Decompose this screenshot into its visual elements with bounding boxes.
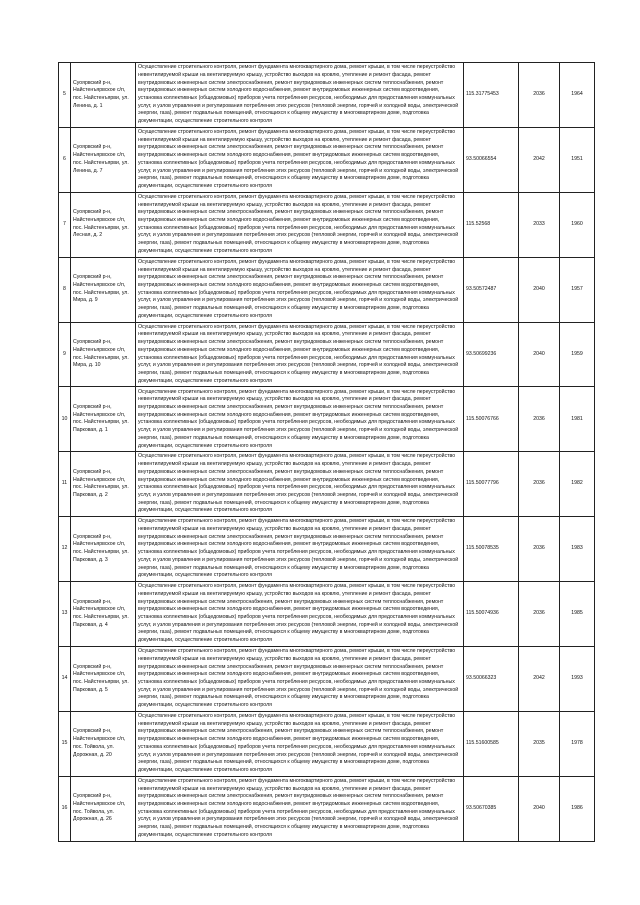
address-cell: Суоярвский р-н, Найстенъярвское с/п, пос. Найстенъярви, ул. Парковая, д. 3	[71, 517, 136, 582]
area-cell: 93.50066323	[464, 647, 519, 712]
works-cell: Осуществление строительного контроля, ремонт фундамента многоквартирного дома, ремонт крыши, в том числе переустройство невентилируемой крыши на вентилируемую крышу, устройство выходов на кровлю, утепление и ремонт фасада, ремонт внутридомовых инженерных систем электроснабжения, ремонт внутридомовых инженерных систем теплоснабжения, ремонт внутридомовых инженерных систем холодного водоснабжения, ремонт внутридомовых инженерных систем водоотведения, установка коллективных (общедомовых) приборов учета потребления ресурсов, необходимых для предоставления коммунальных услуг, и узлов управления и регулирования потребления этих ресурсов (тепловой энергии, горячей и холодной воды, электрической энергии, газа), ремонт подвальных помещений, относящихся к общему имуществу в многоквартирном доме, подготовка документации, осуществление строительного контроля	[136, 582, 464, 647]
repair-year-cell: 2036	[519, 63, 560, 128]
address-cell: Суоярвский р-н, Найстенъярвское с/п, пос. Тойвола, ул. Дорожная, д. 26	[71, 776, 136, 841]
repair-year-cell: 2035	[519, 711, 560, 776]
address-cell: Суоярвский р-н, Найстенъярвское с/п, пос. Найстенъярви, ул. Мира, д. 9	[71, 257, 136, 322]
address-cell: Суоярвский р-н, Найстенъярвское с/п, пос. Найстенъярви, ул. Лесная, д. 2	[71, 192, 136, 257]
works-cell: Осуществление строительного контроля, ремонт фундамента многоквартирного дома, ремонт крыши, в том числе переустройство невентилируемой крыши на вентилируемую крышу, устройство выходов на кровлю, утепление и ремонт фасада, ремонт внутридомовых инженерных систем электроснабжения, ремонт внутридомовых инженерных систем теплоснабжения, ремонт внутридомовых инженерных систем холодного водоснабжения, ремонт внутридомовых инженерных систем водоотведения, установка коллективных (общедомовых) приборов учета потребления ресурсов, необходимых для предоставления коммунальных услуг, и узлов управления и регулирования потребления этих ресурсов (тепловой энергии, горячей и холодной воды, электрической энергии, газа), ремонт подвальных помещений, относящихся к общему имуществу в многоквартирном доме, подготовка документации, осуществление строительного контроля	[136, 776, 464, 841]
table-row	[59, 387, 595, 452]
area-cell: 115.31775453	[464, 63, 519, 128]
built-year-cell: 1993	[560, 647, 595, 712]
works-cell: Осуществление строительного контроля, ремонт фундамента многоквартирного дома, ремонт крыши, в том числе переустройство невентилируемой крыши на вентилируемую крышу, устройство выходов на кровлю, утепление и ремонт фасада, ремонт внутридомовых инженерных систем электроснабжения, ремонт внутридомовых инженерных систем теплоснабжения, ремонт внутридомовых инженерных систем холодного водоснабжения, ремонт внутридомовых инженерных систем водоотведения, установка коллективных (общедомовых) приборов учета потребления ресурсов, необходимых для предоставления коммунальных услуг, и узлов управления и регулирования потребления этих ресурсов (тепловой энергии, горячей и холодной воды, электрической энергии, газа), ремонт подвальных помещений, относящихся к общему имуществу в многоквартирном доме, подготовка документации, осуществление строительного контроля	[136, 257, 464, 322]
area-cell: 115.52568	[464, 192, 519, 257]
built-year-cell: 1982	[560, 452, 595, 517]
works-cell: Осуществление строительного контроля, ремонт фундамента многоквартирного дома, ремонт крыши, в том числе переустройство невентилируемой крыши на вентилируемую крышу, устройство выходов на кровлю, утепление и ремонт фасада, ремонт внутридомовых инженерных систем электроснабжения, ремонт внутридомовых инженерных систем теплоснабжения, ремонт внутридомовых инженерных систем холодного водоснабжения, ремонт внутридомовых инженерных систем водоотведения, установка коллективных (общедомовых) приборов учета потребления ресурсов, необходимых для предоставления коммунальных услуг, и узлов управления и регулирования потребления этих ресурсов (тепловой энергии, горячей и холодной воды, электрической энергии, газа), ремонт подвальных помещений, относящихся к общему имуществу в многоквартирном доме, подготовка документации, осуществление строительного контроля	[136, 387, 464, 452]
repair-year-cell: 2036	[519, 387, 560, 452]
repair-year-cell: 2042	[519, 647, 560, 712]
area-cell: 115.50076766	[464, 387, 519, 452]
built-year-cell: 1985	[560, 582, 595, 647]
address-cell: Суоярвский р-н, Найстенъярвское с/п, пос. Найстенъярви, ул. Ленина, д. 1	[71, 63, 136, 128]
row-number: 10	[59, 387, 71, 452]
address-cell: Суоярвский р-н, Найстенъярвское с/п, пос. Найстенъярви, ул. Парковая, д. 4	[71, 582, 136, 647]
works-cell: Осуществление строительного контроля, ремонт фундамента многоквартирного дома, ремонт крыши, в том числе переустройство невентилируемой крыши на вентилируемую крышу, устройство выходов на кровлю, утепление и ремонт фасада, ремонт внутридомовых инженерных систем электроснабжения, ремонт внутридомовых инженерных систем теплоснабжения, ремонт внутридомовых инженерных систем холодного водоснабжения, ремонт внутридомовых инженерных систем водоотведения, установка коллективных (общедомовых) приборов учета потребления ресурсов, необходимых для предоставления коммунальных услуг, и узлов управления и регулирования потребления этих ресурсов (тепловой энергии, горячей и холодной воды, электрической энергии, газа), ремонт подвальных помещений, относящихся к общему имуществу в многоквартирном доме, подготовка документации, осуществление строительного контроля	[136, 647, 464, 712]
area-cell: 115.50077796	[464, 452, 519, 517]
works-cell: Осуществление строительного контроля, ремонт фундамента многоквартирного дома, ремонт крыши, в том числе переустройство невентилируемой крыши на вентилируемую крышу, устройство выходов на кровлю, утепление и ремонт фасада, ремонт внутридомовых инженерных систем электроснабжения, ремонт внутридомовых инженерных систем теплоснабжения, ремонт внутридомовых инженерных систем холодного водоснабжения, ремонт внутридомовых инженерных систем водоотведения, установка коллективных (общедомовых) приборов учета потребления ресурсов, необходимых для предоставления коммунальных услуг, и узлов управления и регулирования потребления этих ресурсов (тепловой энергии, горячей и холодной воды, электрической энергии, газа), ремонт подвальных помещений, относящихся к общему имуществу в многоквартирном доме, подготовка документации, осуществление строительного контроля	[136, 517, 464, 582]
area-cell: 115.51600585	[464, 711, 519, 776]
address-cell: Суоярвский р-н, Найстенъярвское с/п, пос. Найстенъярви, ул. Парковая, д. 5	[71, 647, 136, 712]
address-cell: Суоярвский р-н, Найстенъярвское с/п, пос. Найстенъярви, ул. Ленина, д. 7	[71, 127, 136, 192]
row-number: 8	[59, 257, 71, 322]
table-row	[59, 63, 595, 128]
repair-year-cell: 2042	[519, 127, 560, 192]
works-cell: Осуществление строительного контроля, ремонт фундамента многоквартирного дома, ремонт крыши, в том числе переустройство невентилируемой крыши на вентилируемую крышу, устройство выходов на кровлю, утепление и ремонт фасада, ремонт внутридомовых инженерных систем электроснабжения, ремонт внутридомовых инженерных систем теплоснабжения, ремонт внутридомовых инженерных систем холодного водоснабжения, ремонт внутридомовых инженерных систем водоотведения, установка коллективных (общедомовых) приборов учета потребления ресурсов, необходимых для предоставления коммунальных услуг, и узлов управления и регулирования потребления этих ресурсов (тепловой энергии, горячей и холодной воды, электрической энергии, газа), ремонт подвальных помещений, относящихся к общему имуществу в многоквартирном доме, подготовка документации, осуществление строительного контроля	[136, 63, 464, 128]
row-number: 14	[59, 647, 71, 712]
area-cell: 93.50572487	[464, 257, 519, 322]
built-year-cell: 1986	[560, 776, 595, 841]
area-cell: 93.50699236	[464, 322, 519, 387]
works-cell: Осуществление строительного контроля, ремонт фундамента многоквартирного дома, ремонт крыши, в том числе переустройство невентилируемой крыши на вентилируемую крышу, устройство выходов на кровлю, утепление и ремонт фасада, ремонт внутридомовых инженерных систем электроснабжения, ремонт внутридомовых инженерных систем теплоснабжения, ремонт внутридомовых инженерных систем холодного водоснабжения, ремонт внутридомовых инженерных систем водоотведения, установка коллективных (общедомовых) приборов учета потребления ресурсов, необходимых для предоставления коммунальных услуг, и узлов управления и регулирования потребления этих ресурсов (тепловой энергии, горячей и холодной воды, электрической энергии, газа), ремонт подвальных помещений, относящихся к общему имуществу в многоквартирном доме, подготовка документации, осуществление строительного контроля	[136, 192, 464, 257]
table-row	[59, 776, 595, 841]
table-row	[59, 322, 595, 387]
built-year-cell: 1981	[560, 387, 595, 452]
repair-year-cell: 2040	[519, 257, 560, 322]
repair-year-cell: 2040	[519, 322, 560, 387]
row-number: 11	[59, 452, 71, 517]
row-number: 6	[59, 127, 71, 192]
table-row	[59, 192, 595, 257]
table-row	[59, 452, 595, 517]
table-row	[59, 582, 595, 647]
row-number: 16	[59, 776, 71, 841]
area-cell: 93.50066554	[464, 127, 519, 192]
built-year-cell: 1960	[560, 192, 595, 257]
address-cell: Суоярвский р-н, Найстенъярвское с/п, пос. Найстенъярви, ул. Мира, д. 10	[71, 322, 136, 387]
table-row	[59, 257, 595, 322]
area-cell: 115.50074936	[464, 582, 519, 647]
row-number: 15	[59, 711, 71, 776]
works-cell: Осуществление строительного контроля, ремонт фундамента многоквартирного дома, ремонт крыши, в том числе переустройство невентилируемой крыши на вентилируемую крышу, устройство выходов на кровлю, утепление и ремонт фасада, ремонт внутридомовых инженерных систем электроснабжения, ремонт внутридомовых инженерных систем теплоснабжения, ремонт внутридомовых инженерных систем холодного водоснабжения, ремонт внутридомовых инженерных систем водоотведения, установка коллективных (общедомовых) приборов учета потребления ресурсов, необходимых для предоставления коммунальных услуг, и узлов управления и регулирования потребления этих ресурсов (тепловой энергии, горячей и холодной воды, электрической энергии, газа), ремонт подвальных помещений, относящихся к общему имуществу в многоквартирном доме, подготовка документации, осуществление строительного контроля	[136, 711, 464, 776]
table-row	[59, 517, 595, 582]
row-number: 12	[59, 517, 71, 582]
row-number: 13	[59, 582, 71, 647]
repair-year-cell: 2033	[519, 192, 560, 257]
table-row	[59, 711, 595, 776]
built-year-cell: 1964	[560, 63, 595, 128]
table-row	[59, 127, 595, 192]
row-number: 9	[59, 322, 71, 387]
address-cell: Суоярвский р-н, Найстенъярвское с/п, пос. Найстенъярви, ул. Парковая, д. 2	[71, 452, 136, 517]
area-cell: 115.50078535	[464, 517, 519, 582]
built-year-cell: 1951	[560, 127, 595, 192]
built-year-cell: 1978	[560, 711, 595, 776]
works-cell: Осуществление строительного контроля, ремонт фундамента многоквартирного дома, ремонт крыши, в том числе переустройство невентилируемой крыши на вентилируемую крышу, устройство выходов на кровлю, утепление и ремонт фасада, ремонт внутридомовых инженерных систем электроснабжения, ремонт внутридомовых инженерных систем теплоснабжения, ремонт внутридомовых инженерных систем холодного водоснабжения, ремонт внутридомовых инженерных систем водоотведения, установка коллективных (общедомовых) приборов учета потребления ресурсов, необходимых для предоставления коммунальных услуг, и узлов управления и регулирования потребления этих ресурсов (тепловой энергии, горячей и холодной воды, электрической энергии, газа), ремонт подвальных помещений, относящихся к общему имуществу в многоквартирном доме, подготовка документации, осуществление строительного контроля	[136, 322, 464, 387]
built-year-cell: 1959	[560, 322, 595, 387]
works-cell: Осуществление строительного контроля, ремонт фундамента многоквартирного дома, ремонт крыши, в том числе переустройство невентилируемой крыши на вентилируемую крышу, устройство выходов на кровлю, утепление и ремонт фасада, ремонт внутридомовых инженерных систем электроснабжения, ремонт внутридомовых инженерных систем теплоснабжения, ремонт внутридомовых инженерных систем холодного водоснабжения, ремонт внутридомовых инженерных систем водоотведения, установка коллективных (общедомовых) приборов учета потребления ресурсов, необходимых для предоставления коммунальных услуг, и узлов управления и регулирования потребления этих ресурсов (тепловой энергии, горячей и холодной воды, электрической энергии, газа), ремонт подвальных помещений, относящихся к общему имуществу в многоквартирном доме, подготовка документации, осуществление строительного контроля	[136, 127, 464, 192]
area-cell: 93.50670385	[464, 776, 519, 841]
address-cell: Суоярвский р-н, Найстенъярвское с/п, пос. Тойвола, ул. Дорожная, д. 20	[71, 711, 136, 776]
repair-year-cell: 2036	[519, 517, 560, 582]
works-cell: Осуществление строительного контроля, ремонт фундамента многоквартирного дома, ремонт крыши, в том числе переустройство невентилируемой крыши на вентилируемую крышу, устройство выходов на кровлю, утепление и ремонт фасада, ремонт внутридомовых инженерных систем электроснабжения, ремонт внутридомовых инженерных систем теплоснабжения, ремонт внутридомовых инженерных систем холодного водоснабжения, ремонт внутридомовых инженерных систем водоотведения, установка коллективных (общедомовых) приборов учета потребления ресурсов, необходимых для предоставления коммунальных услуг, и узлов управления и регулирования потребления этих ресурсов (тепловой энергии, горячей и холодной воды, электрической энергии, газа), ремонт подвальных помещений, относящихся к общему имуществу в многоквартирном доме, подготовка документации, осуществление строительного контроля	[136, 452, 464, 517]
built-year-cell: 1957	[560, 257, 595, 322]
row-number: 7	[59, 192, 71, 257]
address-cell: Суоярвский р-н, Найстенъярвское с/п, пос. Найстенъярви, ул. Парковая, д. 1	[71, 387, 136, 452]
repair-year-cell: 2040	[519, 776, 560, 841]
capital-repair-table	[58, 62, 595, 842]
built-year-cell: 1983	[560, 517, 595, 582]
row-number: 5	[59, 63, 71, 128]
repair-year-cell: 2036	[519, 582, 560, 647]
repair-year-cell: 2036	[519, 452, 560, 517]
table-row	[59, 647, 595, 712]
